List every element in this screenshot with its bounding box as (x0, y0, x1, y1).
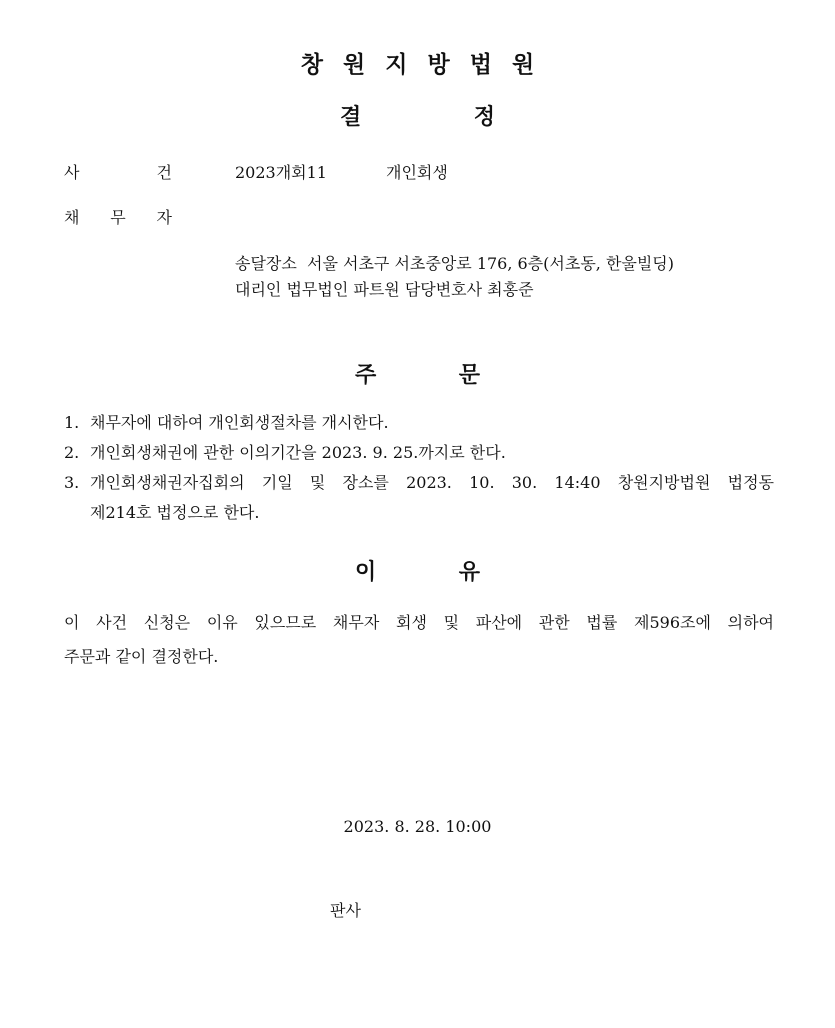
legal-agent: 대리인 법무법인 파트원 담당변호사 최홍준 (235, 280, 534, 299)
court-name-char: 창 (300, 52, 324, 78)
case-number: 2023개회11 (235, 163, 327, 182)
judge-label: 판사 (330, 901, 361, 920)
case-label-char: 건 (156, 163, 172, 182)
document-type-char: 결 (340, 105, 362, 130)
court-name-char: 원 (343, 52, 366, 78)
order-heading (355, 358, 480, 389)
case-label-char: 사 (64, 163, 80, 182)
case-name: 개인회생 (386, 163, 448, 182)
order-item (64, 408, 774, 438)
order-heading-char: 문 (458, 363, 480, 388)
reason-body (64, 606, 774, 674)
court-name-char: 법 (469, 52, 492, 78)
order-item-text: 개인회생채권에 관한 이의기간을 2023. 9. 25.까지로 한다. (90, 443, 506, 462)
order-item-text: 채무자에 대하여 개인회생절차를 개시한다. (90, 413, 389, 432)
document-type-char: 정 (473, 105, 495, 130)
order-item (64, 438, 774, 468)
order-heading-char: 주 (355, 363, 377, 388)
reason-line: 주문과 같이 결정한다. (64, 647, 219, 666)
order-item-text: 개인회생채권자집회의 기일 및 장소를 2023. 10. 30. 14:40 창원지방법원 법정동 (90, 473, 774, 492)
debtor-label (64, 205, 172, 231)
case-label (64, 160, 172, 186)
order-item-number: 2. (64, 443, 80, 462)
decision-date: 2023. 8. 28. 10:00 (343, 817, 492, 836)
reason-heading (355, 555, 480, 586)
debtor-label-char: 자 (156, 208, 172, 227)
debtor-label-char: 무 (110, 208, 126, 227)
court-name-char: 지 (385, 52, 408, 78)
order-item-number: 1. (64, 413, 80, 432)
debtor-label-char: 채 (64, 208, 80, 227)
reason-heading-char: 이 (355, 560, 377, 585)
reason-line: 이 사건 신청은 이유 있으므로 채무자 회생 및 파산에 관한 법률 제596조에 의하여 (64, 613, 774, 632)
service-address: 송달장소 서울 서초구 서초중앙로 176, 6층(서초동, 한울빌딩) (235, 254, 675, 273)
order-item-number: 3. (64, 473, 80, 492)
court-name-char: 방 (427, 52, 450, 78)
court-name-char: 원 (511, 52, 535, 78)
order-item-text-continued: 제214호 법정으로 한다. (90, 503, 260, 522)
reason-heading-char: 유 (458, 560, 480, 585)
order-item (64, 468, 774, 528)
court-name (0, 46, 835, 79)
document-type-heading (340, 100, 495, 131)
